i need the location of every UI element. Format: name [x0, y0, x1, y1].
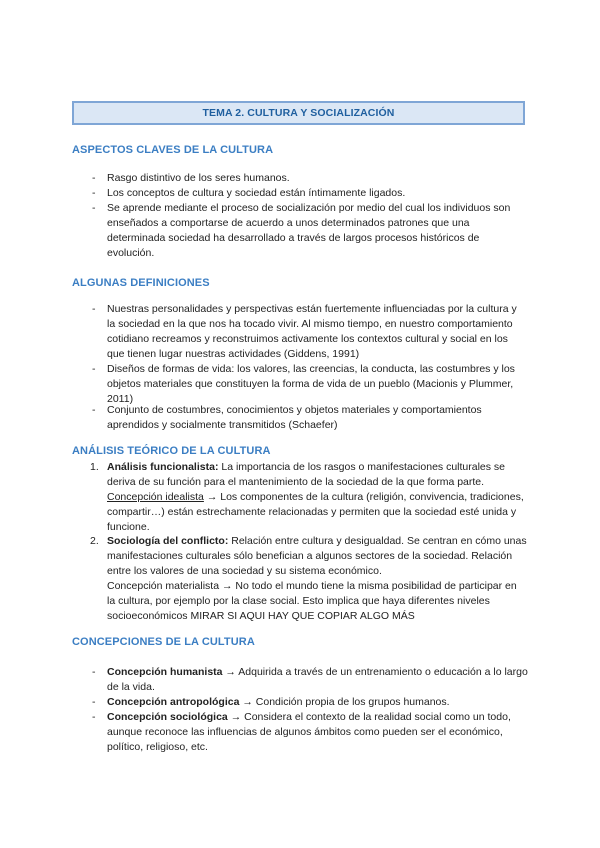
concepciones-term-antropologica: Concepción antropológica: [107, 696, 240, 708]
aspectos-item-2: Los conceptos de cultura y sociedad están íntimamente ligados.: [107, 187, 406, 199]
concepciones-text-humanista: → Adquirida a través de un entrenamiento o educación a lo largo de la vida.: [107, 666, 528, 693]
bullet-marker: -: [92, 404, 96, 416]
analisis-term-conflicto: Sociología del conflicto:: [107, 535, 229, 547]
analisis-subterm-idealista: Concepción idealista: [107, 491, 204, 503]
analisis-term-funcionalista: Análisis funcionalista:: [107, 461, 219, 473]
concepciones-term-humanista: Concepción humanista: [107, 666, 223, 678]
heading-aspectos: ASPECTOS CLAVES DE LA CULTURA: [72, 144, 274, 156]
document-title: TEMA 2. CULTURA Y SOCIALIZACIÓN: [72, 101, 525, 125]
definiciones-item-2: Diseños de formas de vida: los valores, las creencias, la conducta, las costumbres y los objetos materiales que constituyen la forma de vida de un pueblo (Macionis y Plummer, 2011): [107, 363, 515, 405]
analisis-subtext-idealista: → Los componentes de la cultura (religión, convivencia, tradiciones, compartir…) están estrechamente relacionadas y permiten que la sociedad esté unida y funcione.: [107, 491, 524, 533]
analisis-text-conflicto: Relación entre cultura y desigualdad. Se centran en cómo unas manifestaciones culturales sólo benefician a algunos sectores de la sociedad. Relación entre los valores de una sociedad y su sistema económico.: [107, 535, 527, 577]
bullet-marker: -: [92, 711, 96, 723]
concepciones-text-antropologica: → Condición propia de los grupos humanos.: [239, 696, 450, 708]
bullet-marker: -: [92, 202, 96, 214]
aspectos-item-3: Se aprende mediante el proceso de socialización por medio del cual los individuos son enseñados a comportarse de acuerdo a unos determinados patrones que una determinada sociedad ha desarrollado a través de largos procesos históricos de evolución.: [107, 202, 511, 259]
analisis-item-2: [107, 534, 527, 624]
bullet-marker: -: [92, 363, 96, 375]
aspectos-item-1: Rasgo distintivo de los seres humanos.: [107, 172, 290, 184]
bullet-marker: -: [92, 172, 96, 184]
definiciones-item-3: Conjunto de costumbres, conocimientos y objetos materiales y comportamientos aprendidos y socialmente transmitidos (Schaefer): [107, 404, 482, 431]
analisis-item-1: [107, 460, 527, 535]
heading-concepciones: CONCEPCIONES DE LA CULTURA: [72, 636, 255, 648]
bullet-marker: -: [92, 696, 96, 708]
concepciones-text-sociologica: → Considera el contexto de la realidad social como un todo, aunque reconoce las influencias de algunos ámbitos como pueden ser el económico, político, religioso, etc.: [107, 711, 511, 753]
heading-analisis: ANÁLISIS TEÓRICO DE LA CULTURA: [72, 445, 271, 457]
concepciones-item-humanista: [107, 665, 532, 695]
bullet-marker: -: [92, 187, 96, 199]
analisis-text-funcionalista: La importancia de los rasgos o manifestaciones culturales se deriva de su función para el mantenimiento de la sociedad de la que forma parte.: [107, 461, 506, 488]
numbered-marker: 1.: [90, 461, 99, 473]
concepciones-item-antropologica: [107, 695, 532, 710]
bullet-marker: -: [92, 666, 96, 678]
bullet-marker: -: [92, 303, 96, 315]
concepciones-term-sociologica: Concepción sociológica: [107, 711, 228, 723]
definiciones-item-1: Nuestras personalidades y perspectivas están fuertemente influenciadas por la cultura y la sociedad en la que nos ha tocado vivir. Al mismo tiempo, en nuestro comportamiento cotidiano recreamos y reconstruimos activamente los contextos cultural y social en los que tienen lugar nuestras actividades (Giddens, 1991): [107, 303, 517, 360]
concepciones-item-sociologica: [107, 710, 527, 755]
analisis-subtext-materialista: Concepción materialista → No todo el mundo tiene la misma posibilidad de participar en la cultura, por ejemplo por la clase social. Esto implica que haya diferentes niveles socioeconómicos MIRAR SI AQUI HAY QUE COPIAR ALGO MÁS: [107, 580, 517, 622]
numbered-marker: 2.: [90, 535, 99, 547]
heading-definiciones: ALGUNAS DEFINICIONES: [72, 277, 210, 289]
